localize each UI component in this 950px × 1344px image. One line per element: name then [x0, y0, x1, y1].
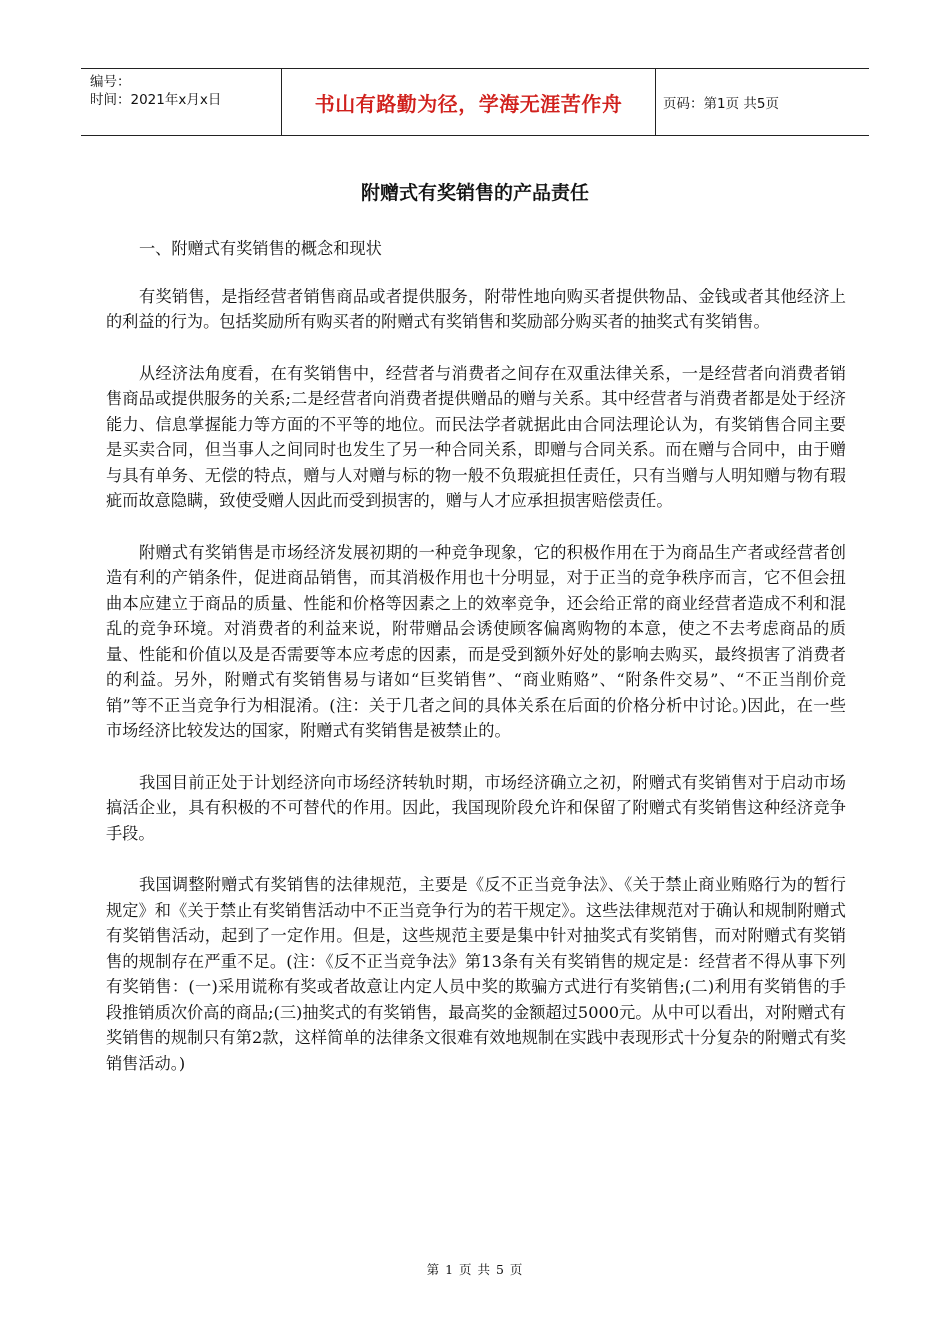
- number-label: 编号：: [90, 74, 131, 90]
- time-label: 时间：2021年x月x日: [90, 92, 222, 108]
- header-table: [81, 68, 869, 136]
- header-page-code: 页码：第1页 共5页: [663, 96, 779, 112]
- header-motto: 书山有路勤为径，学海无涯苦作舟: [282, 69, 656, 135]
- header-meta: [81, 69, 282, 135]
- paragraph: 我国目前正处于计划经济向市场经济转轨时期，市场经济确立之初，附赠式有奖销售对于启动市场搞活企业，具有积极的不可替代的作用。因此，我国现阶段允许和保留了附赠式有奖销售这种经济竞争手段。: [106, 772, 846, 843]
- section-heading: 一、附赠式有奖销售的概念和现状: [139, 239, 382, 258]
- document-body: [106, 236, 846, 1102]
- paragraph: 有奖销售，是指经营者销售商品或者提供服务，附带性地向购买者提供物品、金钱或者其他经济上的利益的行为。包括奖励所有购买者的附赠式有奖销售和奖励部分购买者的抽奖式有奖销售。: [106, 286, 846, 331]
- paragraph: 从经济法角度看，在有奖销售中，经营者与消费者之间存在双重法律关系，一是经营者向消费者销售商品或提供服务的关系;二是经营者向消费者提供赠品的赠与关系。其中经营者与消费者都是处于经济能力、信息掌握能力等方面的不平等的地位。而民法学者就据此由合同法理论认为，有奖销售合同主要是买卖合同，但当事人之间同时也发生了另一种合同关系，即赠与合同关系。而在赠与合同中，由于赠与具有单务、无偿的特点，赠与人对赠与标的物一般不负瑕疵担任责任，只有当赠与人明知赠与物有瑕疵而故意隐瞒，致使受赠人因此而受到损害的，赠与人才应承担损害赔偿责任。: [106, 363, 846, 510]
- page-footer: 第 1 页 共 5 页: [426, 1262, 524, 1277]
- paragraph: 附赠式有奖销售是市场经济发展初期的一种竞争现象，它的积极作用在于为商品生产者或经营者创造有利的产销条件，促进商品销售，而其消极作用也十分明显，对于正当的竞争秩序而言，它不但会扭曲本应建立于商品的质量、性能和价格等因素之上的效率竞争，还会给正常的商业经营者造成不利和混乱的竞争环境。对消费者的利益来说，附带赠品会诱使顾客偏离购物的本意，使之不去考虑商品的质量、性能和价值以及是否需要等本应考虑的因素，而是受到额外好处的影响去购买，最终损害了消费者的利益。另外，附赠式有奖销售易与诸如“巨奖销售”、“商业贿赂”、“附条件交易”、“不正当削价竞销”等不正当竞争行为相混淆。(注：关于几者之间的具体关系在后面的价格分析中讨论。)因此，在一些市场经济比较发达的国家，附赠式有奖销售是被禁止的。: [106, 542, 846, 740]
- document-title: 附赠式有奖销售的产品责任: [360, 182, 589, 204]
- paragraph: 我国调整附赠式有奖销售的法律规范，主要是《反不正当竞争法》、《关于禁止商业贿赂行为的暂行规定》和《关于禁止有奖销售活动中不正当竞争行为的若干规定》。这些法律规范对于确认和规制附赠式有奖销售活动，起到了一定作用。但是，这些规范主要是集中针对抽奖式有奖销售，而对附赠式有奖销售的规制存在严重不足。(注：《反不正当竞争法》第13条有关有奖销售的规定是：经营者不得从事下列有奖销售：(一)采用谎称有奖或者故意让内定人员中奖的欺骗方式进行有奖销售;(二)利用有奖销售的手段推销质次价高的商品;(三)抽奖式的有奖销售，最高奖的金额超过5000元。从中可以看出，对附赠式有奖销售的规制只有第2款，这样简单的法律条文很难有效地规制在实践中表现形式十分复杂的附赠式有奖销售活动。): [106, 875, 846, 1073]
